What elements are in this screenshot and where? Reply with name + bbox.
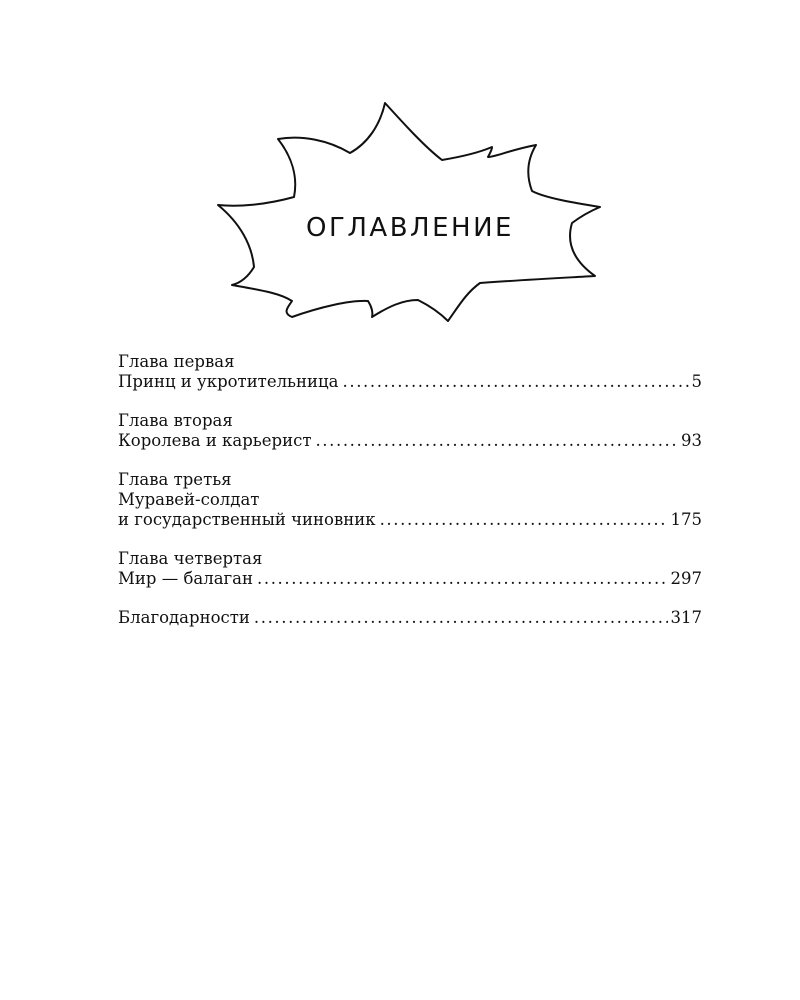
dot-leader	[254, 608, 668, 628]
dot-leader	[343, 372, 689, 392]
chapter-title: Муравей-солдат	[118, 490, 260, 509]
toc-entry-4[interactable]	[118, 549, 702, 589]
page-number: 297	[670, 569, 702, 588]
toc-entry-1[interactable]	[118, 352, 702, 392]
chapter-label: Глава четвертая	[118, 549, 263, 568]
page-number: 317	[670, 608, 702, 627]
chapter-label: Глава первая	[118, 352, 235, 371]
chapter-label: Глава вторая	[118, 411, 233, 430]
page-title: ОГЛАВЛЕНИЕ	[306, 213, 514, 243]
toc-entry-acknowledgements[interactable]	[118, 608, 702, 628]
page-number: 93	[681, 431, 702, 450]
dot-leader	[380, 510, 668, 530]
table-of-contents	[118, 352, 702, 647]
chapter-title: Королева и карьерист	[118, 431, 312, 450]
toc-entry-2[interactable]	[118, 411, 702, 451]
chapter-title: Принц и укротительница	[118, 372, 339, 391]
page-number: 5	[691, 372, 702, 391]
dot-leader	[315, 431, 678, 451]
chapter-title: Мир — балаган	[118, 569, 254, 588]
comic-burst-icon	[210, 95, 610, 325]
page-number: 175	[670, 510, 702, 529]
dot-leader	[257, 569, 667, 589]
chapter-label: Глава третья	[118, 470, 232, 489]
toc-entry-3[interactable]	[118, 470, 702, 530]
chapter-title-continued: и государственный чиновник	[118, 510, 376, 529]
acknowledgements-title: Благодарности	[118, 608, 250, 627]
title-badge	[210, 95, 610, 325]
